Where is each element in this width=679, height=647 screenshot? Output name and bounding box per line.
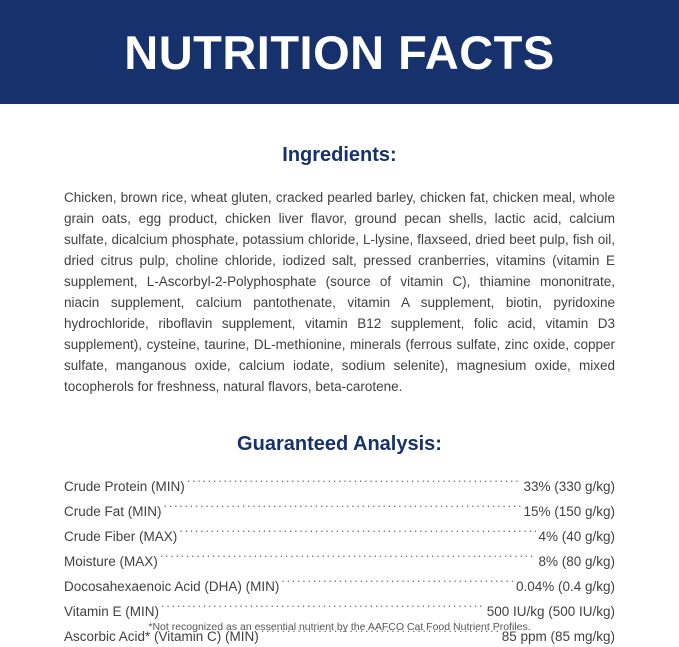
analysis-value: 8% (80 g/kg)	[538, 554, 615, 569]
analysis-value: 4% (40 g/kg)	[538, 529, 615, 544]
analysis-label: Vitamin E (MIN)	[64, 604, 160, 619]
header-band	[0, 0, 679, 104]
guaranteed-analysis-heading: Guaranteed Analysis:	[237, 433, 442, 455]
analysis-value: 33% (330 g/kg)	[523, 479, 615, 494]
ingredients-heading: Ingredients:	[282, 144, 397, 166]
list-item	[64, 549, 615, 574]
page-title: NUTRITION FACTS	[124, 25, 555, 79]
ingredients-text: Chicken, brown rice, wheat gluten, cracked pearled barley, chicken fat, chicken meal, whole grain oats, egg product, chicken liver flavor, ground pecan shells, lactic acid, calcium sulfate, dicalcium phosphate, potassium chloride, L-lysine, flaxseed, dried beet pulp, fish oil, dried citrus pulp, choline chloride, iodized salt, pressed cranberries, vitamins (vitamin E supplement, L-Ascorbyl-2-Polyphosphate (source of vitamin C), thiamine mononitrate, niacin supplement, calcium pantothenate, vitamin A supplement, biotin, pyridoxine hydrochloride, riboflavin supplement, vitamin B12 supplement, folic acid, vitamin D3 supplement), cysteine, taurine, DL-methionine, minerals (ferrous sulfate, zinc oxide, copper sulfate, manganous oxide, calcium iodate, sodium selenite), magnesium oxide, mixed tocopherols for freshness, natural flavors, beta-carotene.	[64, 190, 615, 394]
leader-dots	[164, 502, 522, 516]
content-area	[0, 144, 679, 647]
analysis-value: 500 IU/kg (500 IU/kg)	[486, 604, 615, 619]
analysis-label: Ascorbic Acid* (Vitamin C) (MIN)	[64, 629, 259, 644]
analysis-label: Crude Fiber (MAX)	[64, 529, 178, 544]
list-item	[64, 474, 615, 499]
analysis-value: 0.04% (0.4 g/kg)	[515, 579, 615, 594]
analysis-label: Crude Fat (MIN)	[64, 504, 162, 519]
analysis-label: Docosahexaenoic Acid (DHA) (MIN)	[64, 579, 280, 594]
leader-dots	[187, 477, 522, 491]
list-item	[64, 524, 615, 549]
analysis-label: Crude Protein (MIN)	[64, 479, 185, 494]
footnote: *Not recognized as an essential nutrient by the AAFCO Cat Food Nutrient Profiles.	[148, 621, 531, 633]
leader-dots	[179, 527, 536, 541]
list-item	[64, 499, 615, 524]
analysis-label: Moisture (MAX)	[64, 554, 158, 569]
leader-dots	[281, 577, 514, 591]
analysis-value: 15% (150 g/kg)	[523, 504, 615, 519]
leader-dots	[160, 552, 537, 566]
list-item	[64, 574, 615, 599]
leader-dots	[161, 602, 485, 616]
analysis-value: 85 ppm (85 mg/kg)	[501, 629, 615, 644]
